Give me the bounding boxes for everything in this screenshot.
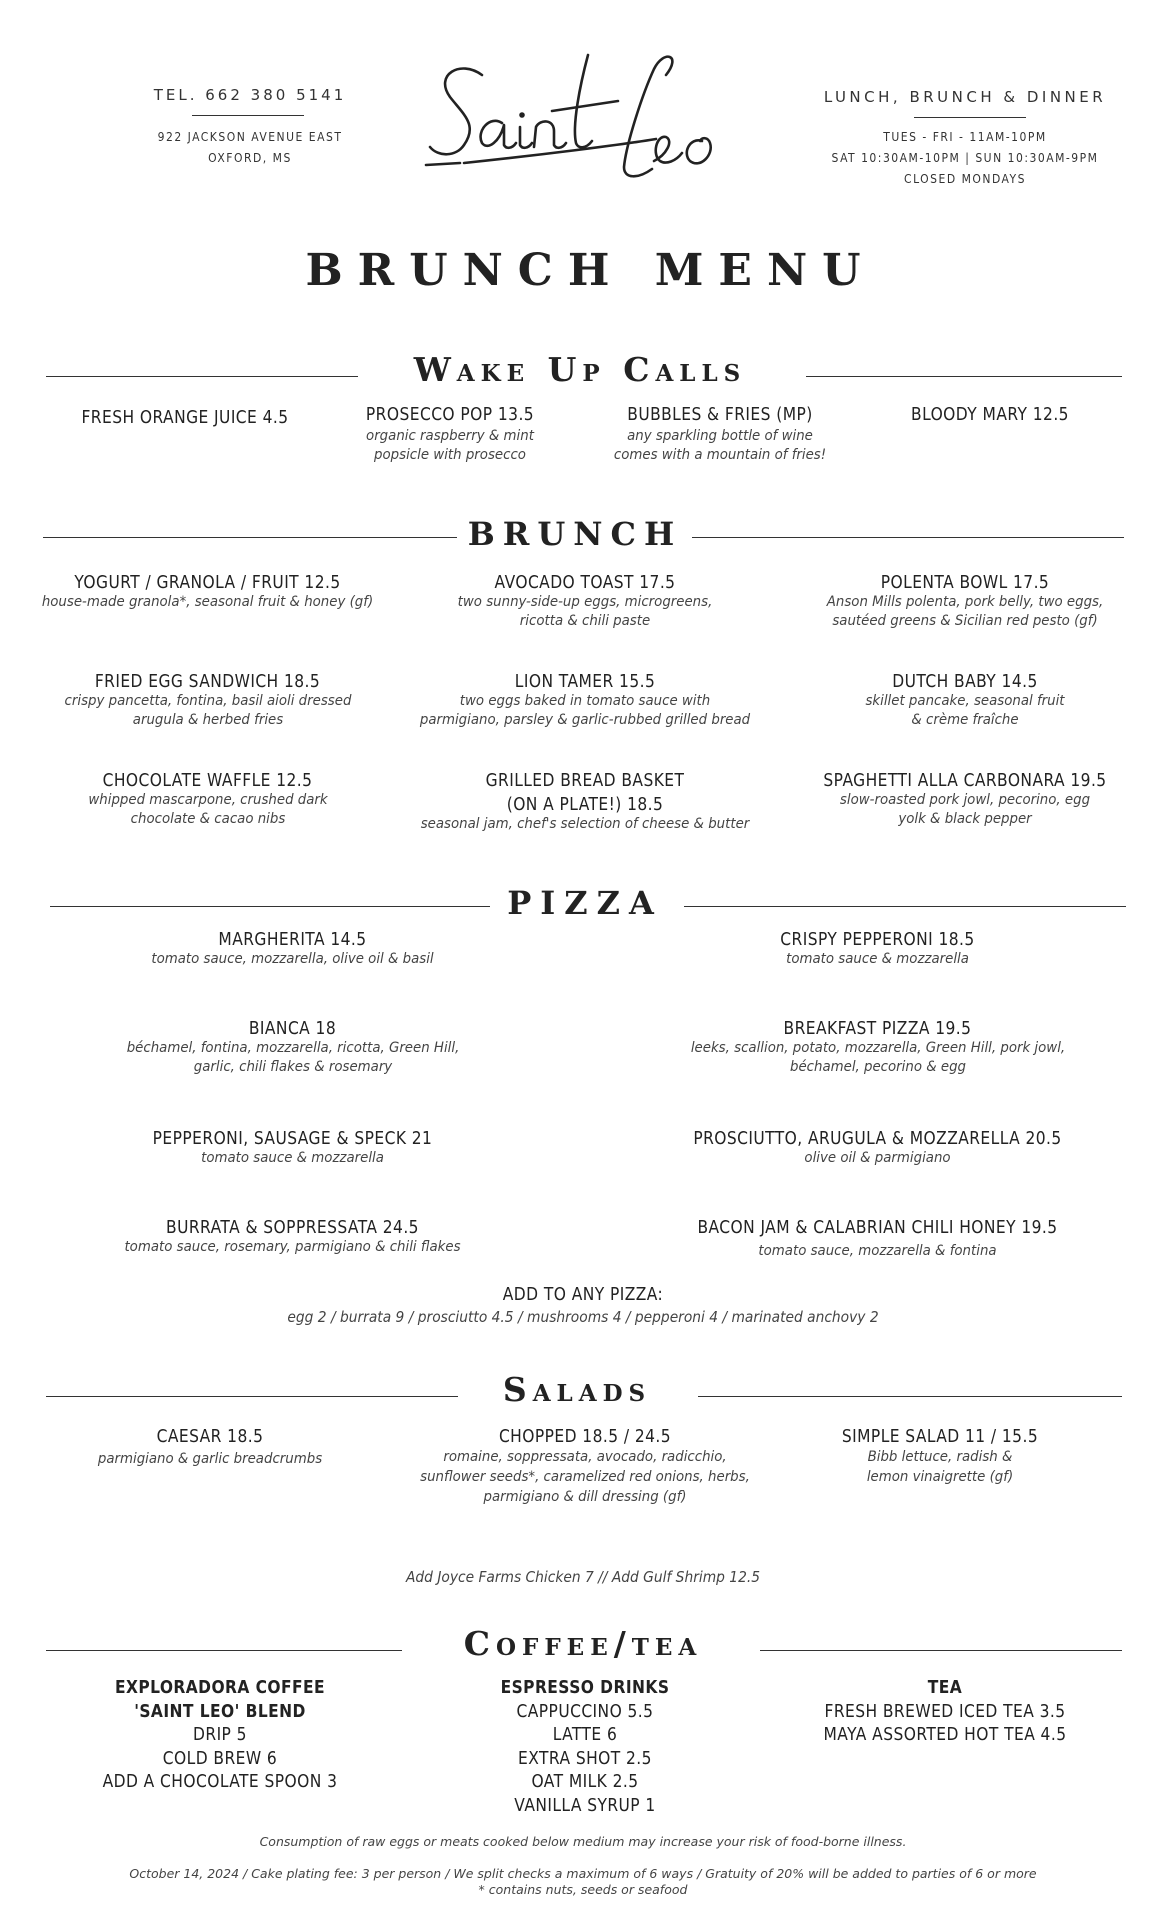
menu-item: COLD BREW 6 xyxy=(162,1747,278,1769)
item-name: YOGURT / GRANOLA / FRUIT 12.5 xyxy=(74,572,341,593)
section-rule-right xyxy=(684,906,1126,907)
item-description: leeks, scallion, potato, mozzarella, Green Hill, pork jowl, béchamel, pecorino & egg xyxy=(690,1040,1065,1075)
coffee-column-title: EXPLORADORA COFFEE xyxy=(114,1677,326,1698)
menu-item xyxy=(780,770,1150,829)
menu-item xyxy=(660,929,1095,969)
menu-item xyxy=(780,671,1150,730)
header-right-divider xyxy=(914,117,1026,118)
address-line-1: 922 JACKSON AVENUE EAST xyxy=(157,130,343,144)
menu-item xyxy=(20,770,395,829)
espresso-column-title: ESPRESSO DRINKS xyxy=(500,1677,670,1698)
menu-item xyxy=(40,1426,380,1469)
menu-item xyxy=(660,1018,1095,1077)
tea-column xyxy=(780,1676,1110,1747)
section-rule-right xyxy=(692,537,1124,538)
item-name: BURRATA & SOPPRESSATA 24.5 xyxy=(166,1217,419,1238)
menu-item xyxy=(400,671,770,730)
service-hours-title: LUNCH, BRUNCH & DINNER xyxy=(823,88,1107,106)
item-description: tomato sauce & mozzarella xyxy=(201,1150,384,1166)
item-name: MARGHERITA 14.5 xyxy=(218,929,367,950)
section-rule-right xyxy=(806,376,1122,377)
item-name: BIANCA 18 xyxy=(248,1018,337,1039)
item-description: tomato sauce, mozzarella & fontina xyxy=(758,1243,997,1259)
hours-line-1: TUES - FRI - 11AM-10PM xyxy=(883,130,1047,144)
address-line-2: OXFORD, MS xyxy=(208,151,292,165)
item-name: FRIED EGG SANDWICH 18.5 xyxy=(94,671,321,692)
coffee-column xyxy=(50,1676,390,1794)
item-description: crispy pancetta, fontina, basil aioli dressed arugula & herbed fries xyxy=(64,693,351,728)
item-name: PROSECCO POP 13.5 xyxy=(365,404,535,425)
item-description: béchamel, fontina, mozzarella, ricotta, Green Hill, garlic, chili flakes & rosemary xyxy=(126,1040,459,1075)
item-description: house-made granola*, seasonal fruit & honey (gf) xyxy=(41,594,374,610)
item-description: parmigiano & garlic breadcrumbs xyxy=(97,1451,323,1467)
hours-line-2: SAT 10:30AM-10PM | SUN 10:30AM-9PM xyxy=(831,151,1099,165)
allergen-note: * contains nuts, seeds or seafood xyxy=(478,1882,688,1897)
menu-item xyxy=(20,671,395,730)
item-name: BLOODY MARY 12.5 xyxy=(911,404,1069,425)
section-rule-left xyxy=(43,537,457,538)
menu-item: VANILLA SYRUP 1 xyxy=(514,1794,656,1816)
item-name: DUTCH BABY 14.5 xyxy=(892,671,1038,692)
section-rule-right xyxy=(698,1396,1122,1397)
menu-item xyxy=(660,1217,1095,1261)
item-name: CHOPPED 18.5 / 24.5 xyxy=(498,1426,672,1447)
section-heading-salads: Salads xyxy=(502,1370,652,1409)
section-rule-left xyxy=(46,1650,402,1651)
menu-item: LATTE 6 xyxy=(552,1724,618,1745)
menu-item xyxy=(660,1128,1095,1168)
footer-info: October 14, 2024 / Cake plating fee: 3 per person / We split checks a maximum of 6 ways / Gratuity of 20% will be added to parties of 6 or more xyxy=(129,1866,1037,1881)
menu-item: MAYA ASSORTED HOT TEA 4.5 xyxy=(823,1724,1067,1745)
item-description: tomato sauce, mozzarella, olive oil & basil xyxy=(151,951,434,967)
item-name: PEPPERONI, SAUSAGE & SPECK 21 xyxy=(152,1128,433,1149)
item-description: tomato sauce & mozzarella xyxy=(786,951,969,967)
page-title: BRUNCH MENU xyxy=(305,245,876,296)
menu-item xyxy=(780,572,1150,631)
menu-item: DRIP 5 xyxy=(193,1724,247,1745)
item-name: BACON JAM & CALABRIAN CHILI HONEY 19.5 xyxy=(697,1217,1058,1238)
item-description: romaine, soppressata, avocado, radicchio, sunflower seeds*, caramelized red onions, herbs, parmigiano & dill dressing (gf) xyxy=(420,1449,750,1505)
menu-item xyxy=(400,572,770,631)
menu-item xyxy=(590,404,850,465)
item-name: CRISPY PEPPERONI 18.5 xyxy=(780,929,975,950)
coffee-column-subtitle: 'SAINT LEO' BLEND xyxy=(134,1700,306,1722)
section-rule-right xyxy=(760,1650,1122,1651)
item-name-line-2: (ON A PLATE!) 18.5 xyxy=(506,794,664,815)
item-name: BUBBLES & FRIES (MP) xyxy=(627,404,813,425)
section-rule-left xyxy=(46,376,358,377)
food-safety-warning: Consumption of raw eggs or meats cooked below medium may increase your risk of food-borne illness. xyxy=(259,1834,907,1849)
item-name: POLENTA BOWL 17.5 xyxy=(880,572,1050,593)
espresso-column xyxy=(410,1676,760,1817)
item-name: CAESAR 18.5 xyxy=(156,1426,264,1447)
menu-item xyxy=(320,404,580,465)
menu-item: EXTRA SHOT 2.5 xyxy=(518,1747,652,1769)
section-rule-left xyxy=(50,906,490,907)
item-description: any sparkling bottle of wine comes with a mountain of fries! xyxy=(613,428,827,463)
item-name: BREAKFAST PIZZA 19.5 xyxy=(783,1018,972,1039)
menu-item: CAPPUCCINO 5.5 xyxy=(516,1700,654,1722)
item-description: slow-roasted pork jowl, pecorino, egg yolk & black pepper xyxy=(839,792,1091,827)
saint-leo-logo xyxy=(420,45,740,195)
item-name: LION TAMER 15.5 xyxy=(514,671,656,692)
menu-item xyxy=(90,1217,495,1257)
section-heading-pizza: PIZZA xyxy=(507,884,663,922)
header-left-divider xyxy=(192,115,304,116)
menu-item xyxy=(860,404,1120,425)
section-rule-left xyxy=(46,1396,458,1397)
item-name: AVOCADO TOAST 17.5 xyxy=(494,572,676,593)
menu-item xyxy=(90,929,495,969)
item-description: Anson Mills polenta, pork belly, two eggs, sautéed greens & Sicilian red pesto (gf) xyxy=(826,594,1104,629)
item-name: CHOCOLATE WAFFLE 12.5 xyxy=(102,770,313,791)
item-name: PROSCIUTTO, ARUGULA & MOZZARELLA 20.5 xyxy=(693,1128,1062,1149)
pizza-addon-list: egg 2 / burrata 9 / prosciutto 4.5 / mushrooms 4 / pepperoni 4 / marinated anchovy 2 xyxy=(287,1308,879,1326)
menu-item: FRESH BREWED ICED TEA 3.5 xyxy=(824,1700,1066,1722)
menu-item: OAT MILK 2.5 xyxy=(531,1771,639,1792)
section-heading-brunch: BRUNCH xyxy=(467,515,683,553)
menu-item xyxy=(400,1426,770,1507)
menu-item xyxy=(90,1128,495,1168)
item-name: SIMPLE SALAD 11 / 15.5 xyxy=(841,1426,1039,1447)
section-heading-coffee-tea: Coffee/tea xyxy=(463,1624,703,1663)
item-description: whipped mascarpone, crushed dark chocolate & cacao nibs xyxy=(87,792,328,827)
item-description: tomato sauce, rosemary, parmigiano & chili flakes xyxy=(124,1239,461,1255)
item-name: SPAGHETTI ALLA CARBONARA 19.5 xyxy=(823,770,1107,791)
item-description: seasonal jam, chef's selection of cheese & butter xyxy=(420,816,750,832)
salad-addon: Add Joyce Farms Chicken 7 // Add Gulf Shrimp 12.5 xyxy=(405,1568,761,1586)
menu-item xyxy=(40,407,330,428)
item-description: olive oil & parmigiano xyxy=(804,1150,951,1166)
menu-item xyxy=(400,770,770,834)
phone-number[interactable]: TEL. 662 380 5141 xyxy=(153,86,347,104)
hours-line-3: CLOSED MONDAYS xyxy=(904,172,1026,186)
item-name: FRESH ORANGE JUICE 4.5 xyxy=(81,407,289,428)
item-name: GRILLED BREAD BASKET xyxy=(485,770,685,791)
item-description: two eggs baked in tomato sauce with parmigiano, parsley & garlic-rubbed grilled bread xyxy=(419,693,751,728)
item-description: Bibb lettuce, radish & lemon vinaigrette (gf) xyxy=(866,1449,1014,1485)
item-description: organic raspberry & mint popsicle with prosecco xyxy=(366,428,534,463)
menu-item xyxy=(20,572,395,612)
item-description: skillet pancake, seasonal fruit & crème fraîche xyxy=(865,693,1065,728)
item-description: two sunny-side-up eggs, microgreens, ricotta & chili paste xyxy=(457,594,713,629)
section-heading-wake-up-calls: Wake Up Calls xyxy=(413,350,747,389)
menu-item xyxy=(790,1426,1090,1487)
tea-column-title: TEA xyxy=(927,1677,963,1698)
menu-item xyxy=(90,1018,495,1077)
menu-item: ADD A CHOCOLATE SPOON 3 xyxy=(102,1771,338,1792)
pizza-addon-title: ADD TO ANY PIZZA: xyxy=(502,1284,664,1305)
